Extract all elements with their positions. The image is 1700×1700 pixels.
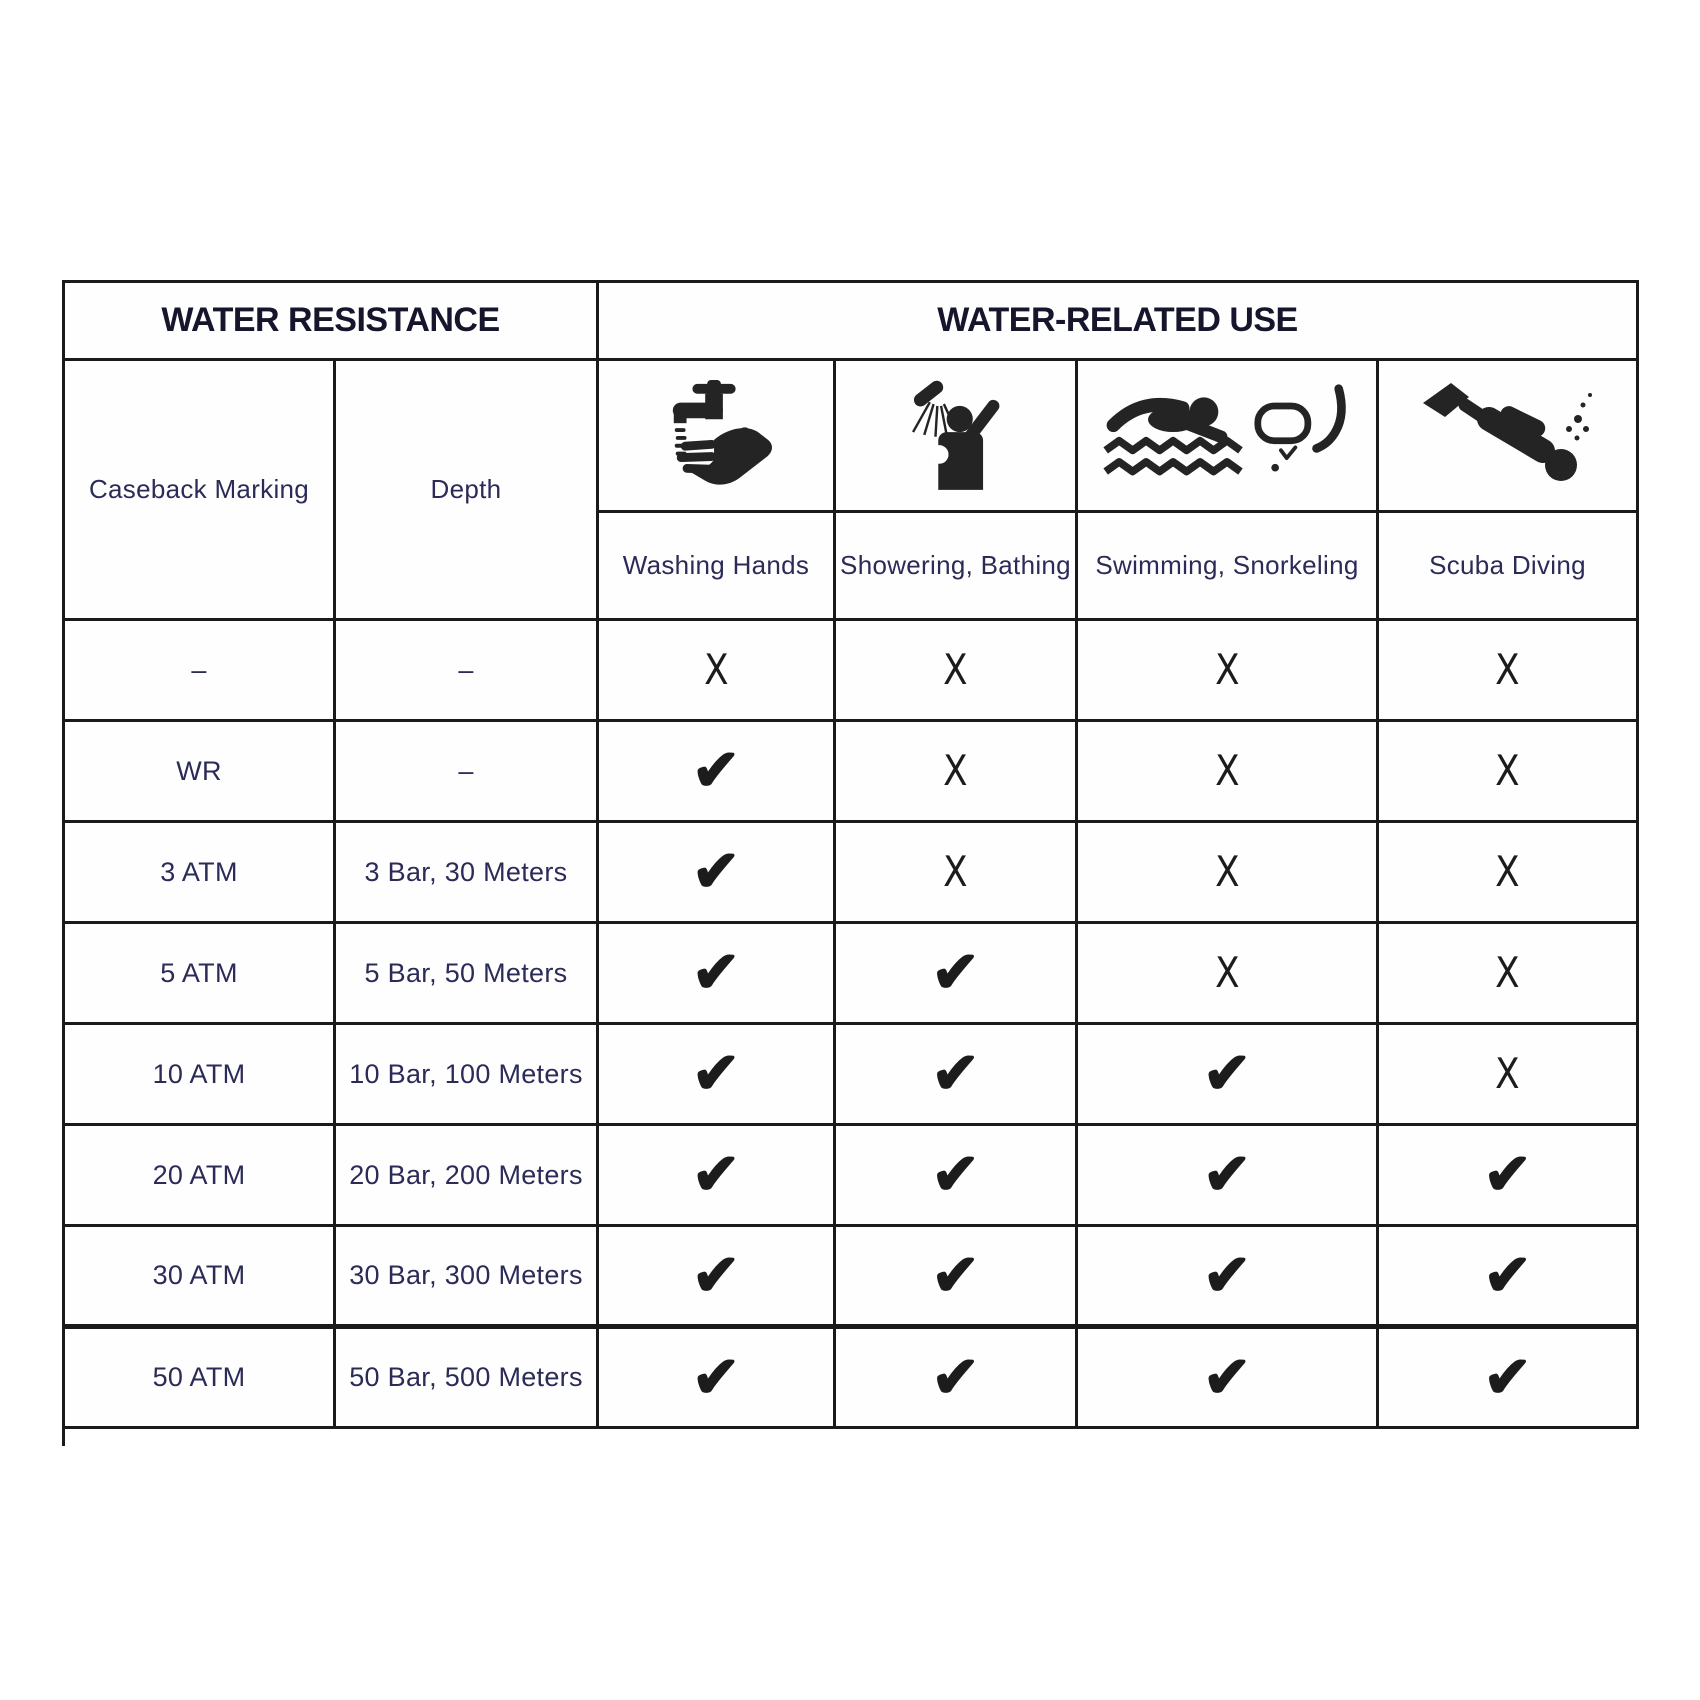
mark-cell [835,1226,1077,1327]
usage-mark: X [703,645,729,694]
usage-mark: ✔ [691,940,741,1005]
swimming-snorkeling-icon-cell [1077,360,1378,512]
table-row-50atm [64,1327,1638,1428]
mark-cell [598,721,835,822]
usage-mark: ✔ [1202,1041,1252,1106]
usage-mark: X [1495,948,1520,997]
usage-mark: X [1214,645,1240,694]
marking-value: 30 ATM [152,1260,246,1290]
washing-hands-icon-cell [598,360,835,512]
mark-cell [1378,721,1638,822]
caseback-marking-cell [64,822,335,923]
depth-value: 10 Bar, 100 Meters [349,1058,583,1089]
water-related-use-header [598,282,1638,360]
water-resistance-header [64,282,598,360]
usage-mark: X [1214,847,1240,896]
marking-value: WR [176,755,222,786]
marking-value: 3 ATM [160,856,238,887]
scuba-diving-icon-cell [1378,360,1638,512]
mark-cell [1077,1226,1378,1327]
table-row-20atm [64,1125,1638,1226]
mark-cell [1378,1327,1638,1428]
showering-bathing-label: Showering, Bathing [840,550,1071,580]
mark-cell [1378,1024,1638,1125]
depth-cell [335,822,598,923]
usage-mark: ✔ [931,1041,980,1106]
scuba-diving-icon [1419,377,1597,489]
depth-cell [335,1024,598,1125]
usage-mark: ✔ [1483,1242,1532,1308]
scuba-diving-label: Scuba Diving [1429,550,1586,580]
usage-mark: X [943,645,968,694]
mark-cell [835,1024,1077,1125]
table-row-3atm [64,822,1638,923]
table-row-5atm [64,923,1638,1024]
depth-cell [335,1226,598,1327]
washing-hands-label-cell [598,512,835,620]
mark-cell [598,1125,835,1226]
usage-mark: ✔ [1483,1142,1532,1207]
usage-mark: X [943,847,968,896]
mark-cell [1378,1125,1638,1226]
caseback-marking-cell [64,923,335,1024]
usage-mark: ✔ [1202,1142,1252,1207]
marking-value: 50 ATM [152,1362,246,1392]
swimming-snorkeling-label-cell [1077,512,1378,620]
scuba-diving-label-cell [1378,512,1638,620]
mark-cell [1378,923,1638,1024]
table-border-stub [62,1428,65,1446]
mark-cell [598,822,835,923]
mark-cell [1378,620,1638,721]
caseback-marking-cell [64,721,335,822]
mark-cell [1077,721,1378,822]
mark-cell [1077,620,1378,721]
usage-mark: ✔ [691,839,741,904]
depth-cell [335,1327,598,1428]
caseback-marking-header-cell [64,360,335,620]
usage-mark: X [1495,847,1520,896]
depth-value: 5 Bar, 50 Meters [364,957,568,988]
washing-hands-label: Washing Hands [622,550,810,580]
depth-cell [335,923,598,1024]
mark-cell [1077,1125,1378,1226]
marking-value: 5 ATM [160,957,238,988]
usage-mark: ✔ [1202,1344,1252,1410]
mark-cell [1077,822,1378,923]
caseback-marking-label: Caseback Marking [88,474,310,504]
showering-bathing-icon [900,376,1012,490]
depth-value: 50 Bar, 500 Meters [349,1362,583,1392]
caseback-marking-cell [64,1125,335,1226]
swimming-snorkeling-label: Swimming, Snorkeling [1095,550,1359,580]
caseback-marking-cell [64,1024,335,1125]
mark-cell [598,620,835,721]
mark-cell [1378,1226,1638,1327]
usage-mark: X [1495,645,1520,694]
mark-cell [1077,923,1378,1024]
depth-label: Depth [430,474,502,504]
mark-cell [835,721,1077,822]
marking-value: 20 ATM [152,1159,246,1190]
usage-mark: X [1214,948,1240,997]
washing-hands-icon [657,379,775,487]
mark-cell [835,822,1077,923]
usage-mark: ✔ [691,738,741,803]
table-row-none [64,620,1638,721]
usage-mark: ✔ [1202,1242,1252,1308]
mark-cell [598,1327,835,1428]
water-resistance-title: WATER RESISTANCE [161,301,500,339]
mark-cell [835,1125,1077,1226]
usage-mark: ✔ [1483,1344,1532,1410]
depth-value: 20 Bar, 200 Meters [349,1159,583,1190]
mark-cell [835,923,1077,1024]
mark-cell [1077,1024,1378,1125]
usage-mark: ✔ [931,1142,980,1207]
usage-mark: ✔ [931,1344,980,1410]
marking-value: – [191,654,207,685]
usage-mark: X [943,746,968,795]
usage-mark: X [1214,746,1240,795]
depth-value: – [458,654,474,685]
usage-mark: ✔ [691,1142,741,1207]
mark-cell [835,620,1077,721]
usage-mark: ✔ [691,1242,741,1308]
mark-cell [598,1226,835,1327]
mark-cell [835,1327,1077,1428]
mark-cell [1378,822,1638,923]
usage-mark: ✔ [691,1041,741,1106]
depth-header-cell [335,360,598,620]
table-row-wr [64,721,1638,822]
swimming-snorkeling-icon [1101,381,1353,485]
showering-bathing-icon-cell [835,360,1077,512]
depth-cell [335,620,598,721]
showering-bathing-label-cell [835,512,1077,620]
usage-mark: ✔ [691,1344,741,1410]
water-related-use-title: WATER-RELATED USE [937,301,1298,339]
usage-mark: ✔ [931,1242,980,1308]
water-resistance-table [62,280,1639,1429]
group-header-row [64,282,1638,360]
table-row-10atm [64,1024,1638,1125]
mark-cell [1077,1327,1378,1428]
usage-mark: X [1495,1049,1520,1098]
table-row-30atm [64,1226,1638,1327]
icon-header-row [64,360,1638,512]
usage-mark: ✔ [931,940,980,1005]
depth-value: 30 Bar, 300 Meters [349,1260,583,1290]
depth-cell [335,721,598,822]
marking-value: 10 ATM [152,1058,246,1089]
caseback-marking-cell [64,1226,335,1327]
depth-cell [335,1125,598,1226]
caseback-marking-cell [64,620,335,721]
depth-value: 3 Bar, 30 Meters [364,856,568,887]
mark-cell [598,923,835,1024]
mark-cell [598,1024,835,1125]
usage-mark: X [1495,746,1520,795]
depth-value: – [458,755,474,786]
caseback-marking-cell [64,1327,335,1428]
